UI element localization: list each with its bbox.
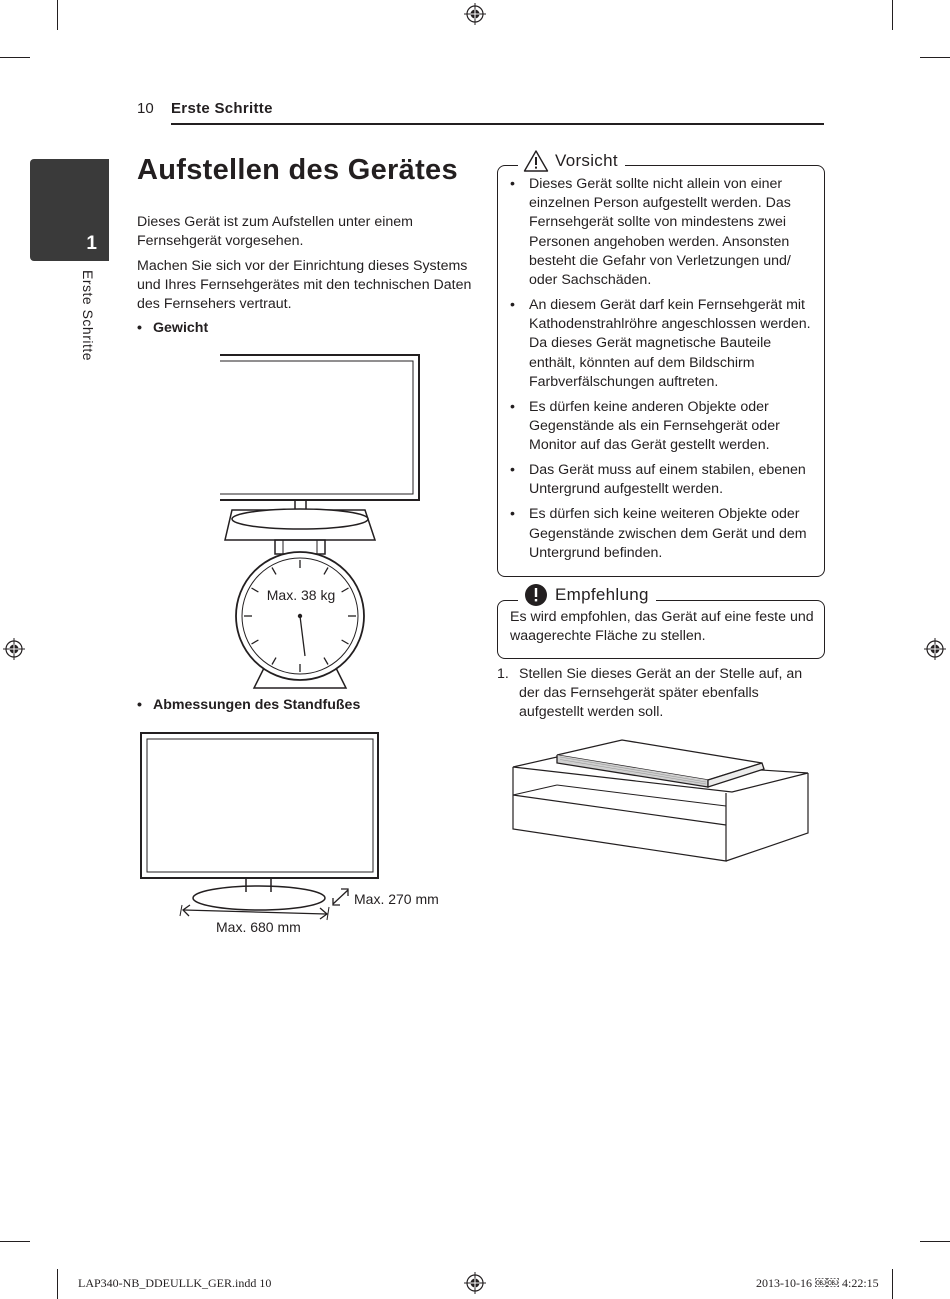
recommendation-text: Es wird empfohlen, das Gerät auf eine feste und waagerechte Fläche zu stellen. [510, 609, 814, 645]
bullet-weight-label: Gewicht [153, 320, 209, 336]
footer-timestamp: 2013-10-16 ￼￼ 4:22:15 [756, 1276, 879, 1290]
bullet-dimensions-label: Abmessungen des Standfußes [153, 697, 361, 713]
intro-paragraph: Machen Sie sich vor der Einrichtung dieses Systems und Ihres Fernsehgerätes mit den technischen Daten des Fernsehers vertraut. [137, 258, 472, 313]
crosshair-registration-icon [464, 1272, 486, 1294]
crosshair-registration-icon [464, 3, 486, 25]
header-rule [171, 123, 824, 125]
max-width-label: Max. 680 mm [216, 919, 301, 935]
list-item: • Es dürfen sich keine weiteren Objekte oder Gegenstände zwischen dem Gerät und dem Untergrund befinden. [510, 505, 816, 563]
crop-mark [57, 1269, 58, 1299]
page-number: 10 [137, 100, 154, 117]
exclamation-circle-icon [523, 583, 549, 607]
crop-mark [0, 57, 30, 58]
crosshair-registration-icon [3, 638, 25, 660]
crop-mark [0, 1241, 30, 1242]
list-item: • Dieses Gerät sollte nicht allein von einer einzelnen Person aufgestellt werden. Das Fernsehgerät sollte von mindestens zwei Personen angehoben werden. Ansonsten besteht die Gefahr von Verletzungen und/ oder Sachschäden. [510, 175, 816, 290]
bullet-dimensions: • Abmessungen des Standfußes [137, 697, 361, 713]
tv-frame [220, 355, 419, 500]
list-item: • Das Gerät muss auf einem stabilen, ebenen Untergrund aufgestellt werden. [510, 461, 816, 499]
crop-mark [57, 0, 58, 30]
bullet-weight: • Gewicht [137, 320, 209, 336]
recommendation-heading [518, 583, 656, 607]
chapter-number: 1 [86, 233, 97, 254]
crop-mark [892, 0, 893, 30]
tv-frame [141, 733, 378, 878]
chapter-tab [30, 159, 109, 261]
list-item: • An diesem Gerät darf kein Fernsehgerät mit Kathodenstrahlröhre angeschlossen werden. Da dieses Gerät magnetische Bauteile enthält, könnten auf dem Bildschirm Farbverfälschungen auftreten. [510, 296, 816, 392]
crosshair-registration-icon [924, 638, 946, 660]
crop-mark [892, 1269, 893, 1299]
running-header: Erste Schritte [171, 100, 273, 117]
crop-mark [920, 57, 950, 58]
chapter-side-label: Erste Schritte [80, 270, 96, 362]
tv-stand-base [232, 509, 368, 529]
tv-stand-base [193, 886, 325, 910]
tv-on-scale-figure [220, 352, 425, 692]
recommendation-label: Empfehlung [555, 585, 649, 604]
caution-list [510, 175, 816, 569]
list-item: • Es dürfen keine anderen Objekte oder Gegenstände als ein Fernsehgerät oder Monitor auf das Gerät gestellt werden. [510, 398, 816, 456]
warning-triangle-icon [523, 149, 549, 173]
footer-file: LAP340-NB_DDEULLK_GER.indd 10 [78, 1276, 272, 1290]
tv-screen [220, 361, 413, 494]
crop-mark [920, 1241, 950, 1242]
caution-label: Vorsicht [555, 151, 618, 170]
step-text: Stellen Sie dieses Gerät an der Stelle auf, an der das Fernsehgerät später ebenfalls aufgestellt werden soll. [519, 666, 803, 721]
device-on-cabinet-figure [510, 735, 812, 865]
max-depth-label: Max. 270 mm [354, 891, 439, 907]
step-item [497, 665, 824, 723]
tv-stand-dimensions-figure [138, 730, 448, 940]
depth-dimension-line [333, 890, 348, 904]
page-title: Aufstellen des Gerätes [137, 154, 458, 186]
tv-screen [147, 739, 373, 872]
step-number: 1. [497, 666, 509, 682]
max-weight-label: Max. 38 kg [266, 587, 336, 603]
caution-heading [518, 149, 625, 173]
cabinet-side [726, 773, 808, 861]
intro-paragraph: Dieses Gerät ist zum Aufstellen unter einem Fernsehgerät vorgesehen. [137, 214, 413, 250]
